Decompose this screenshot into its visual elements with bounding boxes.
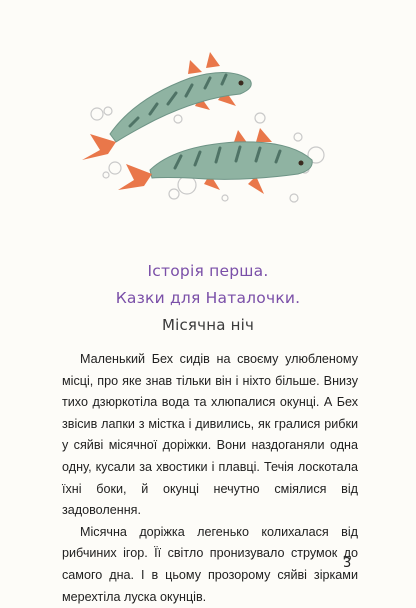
- lower-fish: [118, 128, 312, 194]
- paragraph-1: Маленький Бех сидів на своєму улюбленому місці, про яке знав тільки він і ніхто більше. Внизу тихо дзюркотіла вода та хлюпалися окунці. А Бех звісив лапки з містка і дивились, як гралися рибки у сяйві місячної доріжки. Вони наздоганяли одна одну, кусали за хвостики і плавці. Течія лоскотала їхні боки, й окунці нечутно сміялися від задоволення.: [62, 352, 358, 518]
- collection-title: Казки для Наталочки.: [115, 289, 301, 307]
- perch-fish-illustration: [60, 38, 360, 213]
- story-text: [62, 349, 358, 608]
- paragraph-2: Місячна доріжка легенько колихалася від рибчиних ігор. Її світло пронизувало струмок до самого дна. І в цьому прозорому сяйві зірками мерехтіла луска окунців.: [62, 524, 358, 604]
- story-heading: Історія перша.: [147, 262, 269, 280]
- page-number: 3: [343, 556, 352, 571]
- chapter-title: Місячна ніч: [161, 316, 255, 334]
